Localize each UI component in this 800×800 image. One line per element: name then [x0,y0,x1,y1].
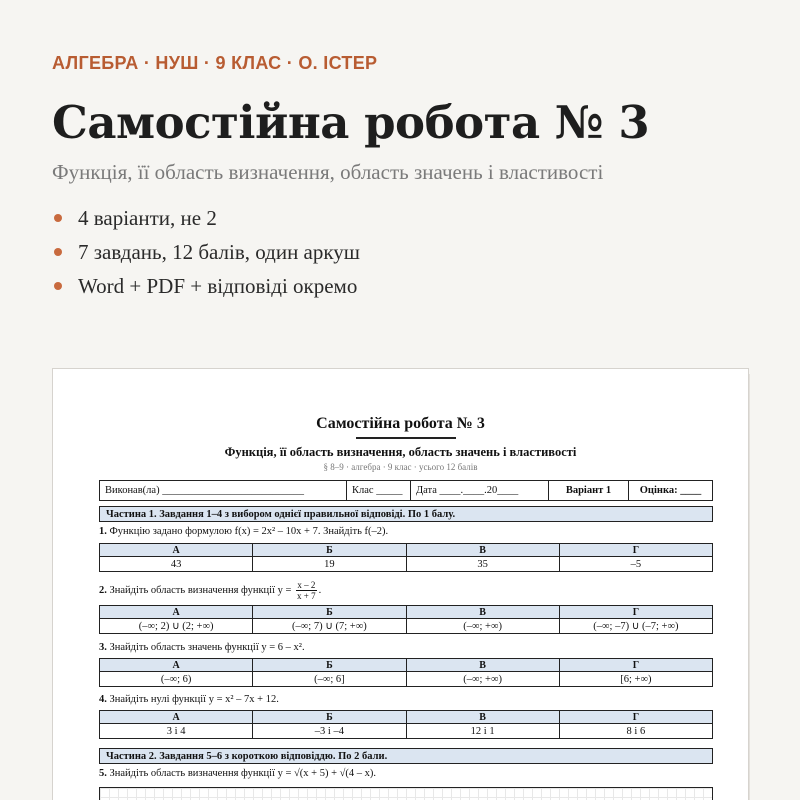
answer-options-1 [99,543,713,572]
option-value: (–∞; 7) ∪ (7; +∞) [253,619,406,634]
option-label: А [100,711,253,724]
fraction-denominator: x + 7 [297,591,316,601]
feature-text: 4 варіанти, не 2 [78,205,217,230]
answer-options-2 [99,605,713,634]
part2-header: Частина 2. Завдання 5–6 з короткою відповіддю. По 2 бали. [99,748,713,764]
title-underline [356,437,456,439]
option-value: (–∞; 2) ∪ (2; +∞) [100,619,253,634]
option-label: Г [559,659,712,672]
question-1 [99,526,388,537]
option-value: (–∞; +∞) [406,619,559,634]
option-value: 8 і 6 [559,724,712,739]
option-value: (–∞; 6) [100,672,253,687]
question-number: 4. [99,694,107,705]
option-label: В [406,659,559,672]
question-text: Знайдіть область визначення функції y = [109,584,292,596]
option-value: –5 [559,557,712,572]
course-eyebrow: АЛГЕБРА · НУШ · 9 КЛАС · О. ІСТЕР [52,53,378,73]
answer-options-4 [99,710,713,739]
variant-label: Варіант 1 [549,481,629,500]
option-label: Г [559,711,712,724]
bullet-icon [54,282,62,290]
option-value: [6; +∞) [559,672,712,687]
page-subtitle: Функція, її область визначення, область значень і властивості [52,160,604,184]
answer-options-3 [99,658,713,687]
option-label: Б [253,711,406,724]
feature-item [54,235,360,269]
feature-list [54,201,360,303]
feature-item [54,201,360,235]
option-value: 19 [253,557,406,572]
option-value: 43 [100,557,253,572]
question-number: 5. [99,768,107,779]
question-2 [99,580,321,601]
option-value: –3 і –4 [253,724,406,739]
option-value: 35 [406,557,559,572]
option-label: А [100,659,253,672]
worksheet-subtitle: Функція, її область визначення, область значень і властивості [224,445,577,459]
class-field: Клас _____ [347,481,411,500]
option-label: А [100,544,253,557]
bullet-icon [54,248,62,256]
option-label: Б [253,659,406,672]
option-label: В [406,606,559,619]
question-number: 2. [99,584,107,596]
option-label: Г [559,544,712,557]
question-text: Знайдіть область визначення функції y = √(x + 5) + √(4 – x). [109,768,377,779]
question-text: Знайдіть область значень функції y = 6 – x². [109,642,305,653]
worksheet-preview [52,368,749,800]
question-number: 1. [99,526,107,537]
option-value: (–∞; +∞) [406,672,559,687]
option-value: 12 і 1 [406,724,559,739]
option-label: Г [559,606,712,619]
worksheet-meta: § 8–9 · алгебра · 9 клас · усього 12 балів [323,462,478,472]
grade-field: Оцінка: ____ [639,485,702,496]
feature-text: Word + PDF + відповіді окремо [78,273,358,298]
fraction-numerator: x – 2 [297,580,316,590]
option-label: В [406,711,559,724]
part1-header: Частина 1. Завдання 1–4 з вибором однієї правильної відповіді. По 1 балу. [99,506,713,522]
question-text: Функцію задано формулою f(x) = 2x² – 10x + 7. Знайдіть f(–2). [109,526,389,537]
worksheet-title: Самостійна робота № 3 [316,415,485,432]
option-value: 3 і 4 [100,724,253,739]
option-label: Б [253,606,406,619]
question-3 [99,642,305,653]
question-text-end: . [318,584,322,596]
option-label: Б [253,544,406,557]
name-field: Виконав(ла) ___________________________ [100,481,347,500]
student-info-row [99,480,713,501]
page-title: Самостійна робота № 3 [52,96,650,149]
option-value: (–∞; –7) ∪ (–7; +∞) [559,619,712,634]
question-5 [99,768,376,779]
option-label: В [406,544,559,557]
option-label: А [100,606,253,619]
answer-grid [99,787,713,800]
question-text: Знайдіть нулі функції y = x² – 7x + 12. [109,694,279,705]
fraction [296,580,317,601]
date-field: Дата ____.____.20____ [411,481,549,500]
question-4 [99,694,279,705]
option-value: (–∞; 6] [253,672,406,687]
bullet-icon [54,214,62,222]
question-number: 3. [99,642,107,653]
feature-text: 7 завдань, 12 балів, один аркуш [78,239,360,264]
feature-item [54,269,360,303]
